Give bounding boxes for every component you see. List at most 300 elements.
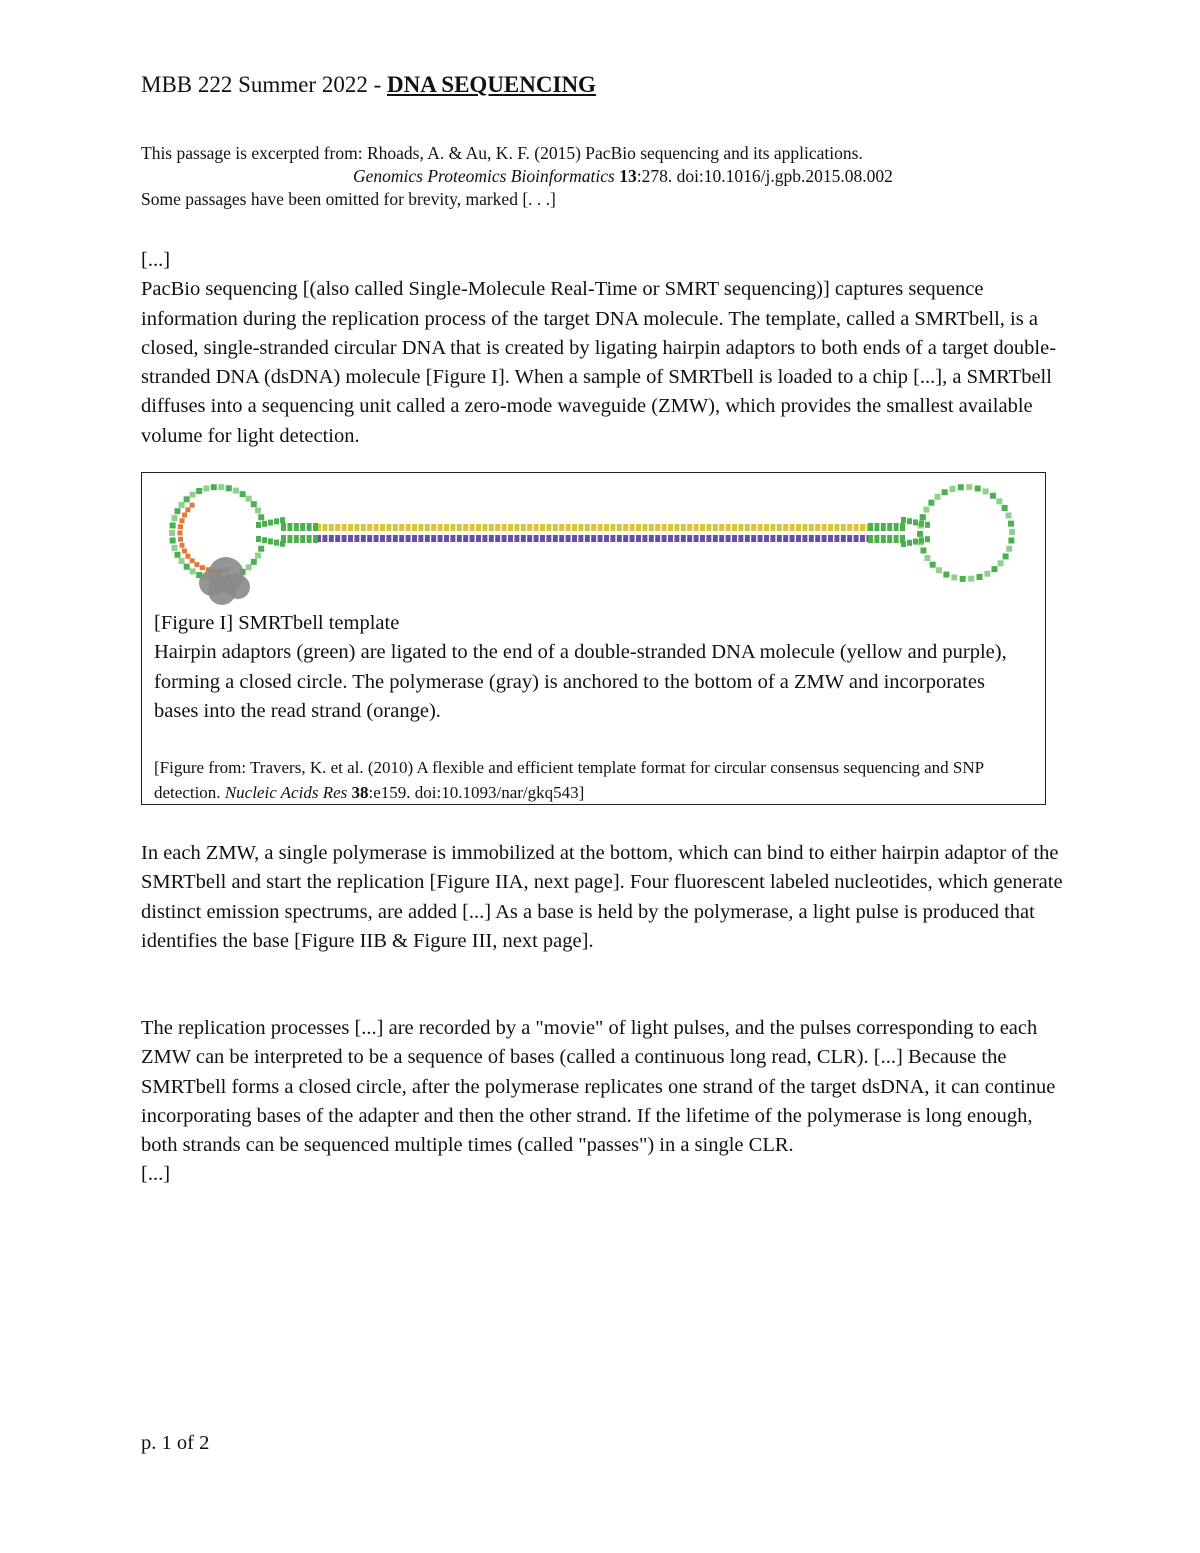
dsdna-bottom-base bbox=[847, 535, 852, 542]
dsdna-bottom-base bbox=[802, 535, 807, 542]
read-strand-base bbox=[185, 554, 190, 559]
dsdna-top-base bbox=[802, 524, 807, 531]
right-hairpin-base bbox=[920, 547, 926, 553]
dsdna-bottom-base bbox=[431, 535, 436, 542]
left-hairpin-base bbox=[190, 492, 196, 498]
dsdna-bottom-base bbox=[482, 535, 487, 542]
dsdna-top-base bbox=[412, 524, 417, 531]
dsdna-bottom-base bbox=[540, 535, 545, 542]
dsdna-bottom-base bbox=[674, 535, 679, 542]
right-hairpin-base bbox=[968, 576, 974, 582]
dsdna-top-base bbox=[598, 524, 603, 531]
right-hairpin-base bbox=[990, 493, 996, 499]
dsdna-top-base bbox=[655, 524, 660, 531]
right-hairpin-base bbox=[996, 498, 1002, 504]
paragraph-intro-text: PacBio sequencing [(also called Single-Molecule Real-Time or SMRT sequencing)] captures sequence information during the replication process of the target DNA molecule. The template, called a SMRTbell, is a closed, single-stranded circular DNA that is created by ligating hairpin adaptors to both ends of a target double-stranded DNA (dsDNA) molecule [Figure I]. When a sample of SMRTbell is loaded to a chip [...], a SMRTbell diffuses into a sequencing unit called a zero-mode waveguide (ZMW), which provides the smallest available volume for light detection. bbox=[141, 278, 1057, 447]
right-hairpin-base bbox=[960, 576, 966, 582]
read-strand-base bbox=[200, 565, 205, 570]
adaptor-connector-base bbox=[919, 537, 924, 543]
paragraph-replication bbox=[141, 1014, 1066, 1190]
dsdna-bottom-base bbox=[367, 535, 372, 542]
citation-journal-line bbox=[141, 165, 1081, 188]
right-hairpin-base bbox=[1003, 553, 1009, 559]
paragraph-zmw-text: In each ZMW, a single polymerase is immobilized at the bottom, which can bind to either hairpin adaptor of the SMRTbell and start the replication [Figure IIA, next page]. Four fluorescent labeled nucleotides, which generate distinct emission spectrums, are added [...] As a base is held by the polymerase, a light pulse is produced that identifies the base [Figure IIB & Figure III, next page]. bbox=[141, 842, 1063, 952]
dsdna-top-base bbox=[578, 524, 583, 531]
right-hairpin-base bbox=[920, 514, 926, 520]
dsdna-top-base bbox=[662, 524, 667, 531]
dsdna-bottom-base bbox=[719, 535, 724, 542]
dsdna-bottom-base bbox=[412, 535, 417, 542]
dsdna-top-base bbox=[738, 524, 743, 531]
adaptor-connector-base bbox=[280, 541, 285, 547]
dsdna-top-base bbox=[623, 524, 628, 531]
left-hairpin-base bbox=[179, 558, 185, 564]
right-hairpin-base bbox=[1002, 505, 1008, 511]
dsdna-bottom-base bbox=[508, 535, 513, 542]
dsdna-top-base bbox=[425, 524, 430, 531]
dsdna-top-base bbox=[713, 524, 718, 531]
dsdna-bottom-base bbox=[406, 535, 411, 542]
dsdna-bottom-base bbox=[354, 535, 359, 542]
adaptor-connector-base bbox=[913, 519, 918, 525]
adaptor-stem-base bbox=[307, 523, 312, 531]
left-hairpin-base bbox=[171, 545, 177, 551]
left-hairpin-base bbox=[218, 484, 224, 490]
right-hairpin-base bbox=[917, 531, 923, 537]
dsdna-top-base bbox=[572, 524, 577, 531]
left-hairpin-base bbox=[184, 564, 190, 570]
dsdna-bottom-base bbox=[604, 535, 609, 542]
dsdna-bottom-base bbox=[546, 535, 551, 542]
dsdna-top-base bbox=[393, 524, 398, 531]
right-hairpin-base bbox=[1006, 513, 1012, 519]
dsdna-bottom-base bbox=[815, 535, 820, 542]
dsdna-bottom-base bbox=[572, 535, 577, 542]
adaptor-stem-base bbox=[894, 535, 899, 543]
adaptor-stem-base bbox=[313, 535, 318, 543]
dsdna-top-base bbox=[604, 524, 609, 531]
read-strand-base bbox=[185, 507, 190, 512]
left-hairpin-base bbox=[211, 484, 217, 490]
adaptor-stem-base bbox=[874, 535, 879, 543]
adaptor-connector-base bbox=[256, 522, 261, 528]
dsdna-top-base bbox=[841, 524, 846, 531]
dsdna-bottom-base bbox=[450, 535, 455, 542]
dsdna-top-base bbox=[348, 524, 353, 531]
read-strand-base bbox=[182, 513, 187, 518]
dsdna-top-base bbox=[354, 524, 359, 531]
dsdna-top-base bbox=[636, 524, 641, 531]
right-hairpin-base bbox=[976, 574, 982, 580]
paragraph-replication-text: The replication processes [...] are recorded by a "movie" of light pulses, and the pulses corresponding to each ZMW can be interpreted to be a sequence of bases (called a continuous long read, CLR). [...] Because the SMRTbell forms a closed circle, after the polymerase replicates one strand of the target dsDNA, it can continue incorporating bases of the adapter and then the other strand. If the lifetime of the polymerase is long enough, both strands can be sequenced multiple times (called "passes") in a single CLR. bbox=[141, 1017, 1056, 1157]
dsdna-top-base bbox=[828, 524, 833, 531]
polymerase-icon bbox=[199, 557, 250, 605]
dsdna-bottom-base bbox=[348, 535, 353, 542]
dsdna-bottom-base bbox=[457, 535, 462, 542]
dsdna-bottom-base bbox=[828, 535, 833, 542]
dsdna-top-base bbox=[610, 524, 615, 531]
dsdna-bottom-base bbox=[732, 535, 737, 542]
adaptor-stem-base bbox=[887, 523, 892, 531]
dsdna-bottom-base bbox=[521, 535, 526, 542]
dsdna-top-base bbox=[642, 524, 647, 531]
adaptor-stem-base bbox=[881, 535, 886, 543]
dsdna-bottom-base bbox=[591, 535, 596, 542]
read-strand-base bbox=[190, 503, 195, 508]
dsdna-bottom-base bbox=[636, 535, 641, 542]
adaptor-stem-base bbox=[887, 535, 892, 543]
adaptor-connector-base bbox=[901, 517, 906, 523]
dsdna-bottom-base bbox=[726, 535, 731, 542]
figure-smrtbell bbox=[141, 472, 1046, 805]
dsdna-bottom-base bbox=[745, 535, 750, 542]
dsdna-bottom-base bbox=[694, 535, 699, 542]
dsdna-bottom-base bbox=[329, 535, 334, 542]
dsdna-bottom-base bbox=[610, 535, 615, 542]
dsdna-top-base bbox=[822, 524, 827, 531]
citation-note: Some passages have been omitted for brevity, marked [. . .] bbox=[141, 189, 556, 209]
dsdna-top-base bbox=[585, 524, 590, 531]
dsdna-top-base bbox=[495, 524, 500, 531]
dsdna-top-base bbox=[751, 524, 756, 531]
dsdna-top-base bbox=[502, 524, 507, 531]
left-hairpin-base bbox=[246, 564, 252, 570]
dsdna-top-base bbox=[546, 524, 551, 531]
dsdna-bottom-base bbox=[527, 535, 532, 542]
dsdna-bottom-base bbox=[463, 535, 468, 542]
adaptor-connector-base bbox=[256, 536, 261, 542]
adaptor-stem-base bbox=[307, 535, 312, 543]
dsdna-top-base bbox=[860, 524, 865, 531]
adaptor-stem-base bbox=[881, 523, 886, 531]
omission-marker-end: [...] bbox=[141, 1163, 171, 1186]
adaptor-connector-base bbox=[901, 541, 906, 547]
dsdna-top-base bbox=[809, 524, 814, 531]
right-hairpin-base bbox=[958, 484, 964, 490]
dsdna-top-base bbox=[777, 524, 782, 531]
adaptor-stem-base bbox=[874, 523, 879, 531]
dsdna-top-base bbox=[399, 524, 404, 531]
dsdna-top-base bbox=[674, 524, 679, 531]
dsdna-bottom-base bbox=[476, 535, 481, 542]
dsdna-top-base bbox=[815, 524, 820, 531]
read-strand-base bbox=[178, 531, 183, 536]
left-hairpin-base bbox=[190, 568, 196, 574]
dsdna-top-base bbox=[591, 524, 596, 531]
dsdna-top-base bbox=[847, 524, 852, 531]
dsdna-bottom-base bbox=[553, 535, 558, 542]
citation-doi: :278. doi:10.1016/j.gpb.2015.08.002 bbox=[636, 166, 893, 186]
dsdna-top-base bbox=[521, 524, 526, 531]
dsdna-top-base bbox=[431, 524, 436, 531]
dsdna-bottom-base bbox=[598, 535, 603, 542]
dsdna-bottom-base bbox=[751, 535, 756, 542]
dsdna-top-base bbox=[380, 524, 385, 531]
right-hairpin-base bbox=[924, 555, 930, 561]
dsdna-top-base bbox=[489, 524, 494, 531]
page-title: DNA SEQUENCING bbox=[386, 72, 596, 97]
dsdna-top-base bbox=[668, 524, 673, 531]
dsdna-bottom-base bbox=[770, 535, 775, 542]
dsdna-bottom-base bbox=[559, 535, 564, 542]
dsdna-bottom-base bbox=[578, 535, 583, 542]
dsdna-bottom-base bbox=[841, 535, 846, 542]
dsdna-top-base bbox=[534, 524, 539, 531]
dsdna-bottom-base bbox=[393, 535, 398, 542]
left-hairpin-base bbox=[255, 507, 261, 513]
read-strand-base bbox=[195, 562, 200, 567]
dsdna-top-base bbox=[700, 524, 705, 531]
dsdna-top-base bbox=[335, 524, 340, 531]
dsdna-top-base bbox=[719, 524, 724, 531]
dsdna-bottom-base bbox=[738, 535, 743, 542]
read-strand-base bbox=[178, 524, 183, 529]
right-hairpin-base bbox=[983, 488, 989, 494]
dsdna-top-base bbox=[758, 524, 763, 531]
left-hairpin-base bbox=[170, 522, 176, 528]
dsdna-top-base bbox=[694, 524, 699, 531]
dsdna-top-base bbox=[463, 524, 468, 531]
read-strand-base bbox=[180, 518, 185, 523]
dsdna-top-base bbox=[457, 524, 462, 531]
read-strand-base bbox=[190, 558, 195, 563]
dsdna-bottom-base bbox=[502, 535, 507, 542]
adaptor-connector-base bbox=[268, 520, 273, 526]
dsdna-top-base bbox=[566, 524, 571, 531]
left-hairpin-base bbox=[246, 496, 252, 502]
dsdna-top-base bbox=[508, 524, 513, 531]
figure-credit-text: [Figure from: Travers, K. et al. (2010) A flexible and efficient template format for circular consensus sequencing and SNP detection. bbox=[154, 758, 984, 802]
dsdna-bottom-base bbox=[854, 535, 859, 542]
adaptor-stem-base bbox=[300, 523, 305, 531]
dsdna-bottom-base bbox=[700, 535, 705, 542]
left-hairpin-base bbox=[226, 485, 232, 491]
adaptor-stem-base bbox=[868, 523, 873, 531]
dsdna-bottom-base bbox=[783, 535, 788, 542]
adaptor-connector-base bbox=[280, 517, 285, 523]
dsdna-top-base bbox=[322, 524, 327, 531]
adaptor-stem-base bbox=[281, 523, 286, 531]
dsdna-bottom-base bbox=[438, 535, 443, 542]
right-hairpin-base bbox=[930, 562, 936, 568]
dsdna-top-base bbox=[329, 524, 334, 531]
dsdna-top-base bbox=[374, 524, 379, 531]
dsdna-bottom-base bbox=[662, 535, 667, 542]
adaptor-connector-base bbox=[913, 539, 918, 545]
page-header bbox=[141, 72, 596, 98]
dsdna-bottom-base bbox=[758, 535, 763, 542]
right-hairpin-base bbox=[991, 566, 997, 572]
dsdna-bottom-base bbox=[764, 535, 769, 542]
adaptor-connector-base bbox=[274, 518, 279, 524]
dsdna-bottom-base bbox=[322, 535, 327, 542]
adaptor-connector-base bbox=[907, 540, 912, 546]
right-hairpin-base bbox=[936, 567, 942, 573]
dsdna-top-base bbox=[342, 524, 347, 531]
dsdna-top-base bbox=[745, 524, 750, 531]
figure-description: Hairpin adaptors (green) are ligated to the end of a double-stranded DNA molecule (yellow and purple), forming a closed circle. The polymerase (gray) is anchored to the bottom of a ZMW and incorporates bases into the read strand (orange). bbox=[154, 641, 1007, 722]
figure-credit-volume: 38 bbox=[351, 783, 369, 802]
dsdna-bottom-base bbox=[566, 535, 571, 542]
read-strand-base bbox=[178, 537, 183, 542]
left-hairpin-base bbox=[174, 552, 180, 558]
right-hairpin-base bbox=[1006, 546, 1012, 552]
dsdna-top-base bbox=[450, 524, 455, 531]
dsdna-bottom-base bbox=[809, 535, 814, 542]
dsdna-bottom-base bbox=[630, 535, 635, 542]
dsdna-bottom-base bbox=[834, 535, 839, 542]
adaptor-connector-base bbox=[262, 521, 267, 527]
left-hairpin-base bbox=[184, 496, 190, 502]
adaptor-stem-base bbox=[313, 523, 318, 531]
left-hairpin-base bbox=[251, 501, 257, 507]
adaptor-stem-base bbox=[294, 523, 299, 531]
dsdna-bottom-base bbox=[335, 535, 340, 542]
dsdna-top-base bbox=[706, 524, 711, 531]
figure-title: [Figure I] SMRTbell template bbox=[154, 612, 400, 634]
dsdna-bottom-base bbox=[777, 535, 782, 542]
right-hairpin-base bbox=[928, 500, 934, 506]
dsdna-bottom-base bbox=[495, 535, 500, 542]
dsdna-bottom-base bbox=[444, 535, 449, 542]
dsdna-top-base bbox=[687, 524, 692, 531]
dsdna-bottom-base bbox=[514, 535, 519, 542]
dsdna-top-base bbox=[527, 524, 532, 531]
right-hairpin-base bbox=[943, 572, 949, 578]
adaptor-connector-base bbox=[925, 522, 930, 528]
dsdna-top-base bbox=[681, 524, 686, 531]
right-hairpin-base bbox=[950, 486, 956, 492]
left-hairpin-base bbox=[240, 491, 246, 497]
dsdna-bottom-base bbox=[681, 535, 686, 542]
dsdna-top-base bbox=[367, 524, 372, 531]
adaptor-stem-base bbox=[868, 535, 873, 543]
dsdna-top-base bbox=[470, 524, 475, 531]
left-hairpin-base bbox=[203, 486, 209, 492]
dsdna-bottom-base bbox=[668, 535, 673, 542]
citation-source: This passage is excerpted from: Rhoads, A. & Au, K. F. (2015) PacBio sequencing and its applications. bbox=[141, 143, 863, 163]
dsdna-bottom-base bbox=[713, 535, 718, 542]
left-hairpin-base bbox=[233, 488, 239, 494]
dsdna-bottom-base bbox=[796, 535, 801, 542]
dsdna-top-base bbox=[559, 524, 564, 531]
right-hairpin-base bbox=[966, 484, 972, 490]
dsdna-bottom-base bbox=[425, 535, 430, 542]
dsdna-top-base bbox=[406, 524, 411, 531]
dsdna-top-base bbox=[444, 524, 449, 531]
adaptor-connector-base bbox=[919, 521, 924, 527]
adaptor-connector-base bbox=[274, 540, 279, 546]
right-hairpin-base bbox=[1008, 538, 1014, 544]
dsdna-top-base bbox=[482, 524, 487, 531]
right-hairpin-base bbox=[942, 489, 948, 495]
right-hairpin-base bbox=[975, 486, 981, 492]
read-strand-base bbox=[180, 543, 185, 548]
dsdna-top-base bbox=[630, 524, 635, 531]
dsdna-bottom-base bbox=[706, 535, 711, 542]
figure-credit bbox=[154, 755, 1034, 805]
dsdna-bottom-base bbox=[342, 535, 347, 542]
dsdna-bottom-base bbox=[399, 535, 404, 542]
dsdna-bottom-base bbox=[822, 535, 827, 542]
dsdna-bottom-base bbox=[470, 535, 475, 542]
left-hairpin-base bbox=[171, 515, 177, 521]
smrtbell-diagram bbox=[156, 479, 1026, 607]
adaptor-stem-base bbox=[300, 535, 305, 543]
dsdna-top-base bbox=[553, 524, 558, 531]
dsdna-top-base bbox=[361, 524, 366, 531]
right-hairpin-base bbox=[951, 574, 957, 580]
right-hairpin-base bbox=[984, 571, 990, 577]
citation-volume: 13 bbox=[619, 166, 637, 186]
dsdna-top-base bbox=[476, 524, 481, 531]
adaptor-connector-base bbox=[262, 537, 267, 543]
dsdna-top-base bbox=[770, 524, 775, 531]
left-hairpin-base bbox=[258, 514, 264, 520]
dsdna-top-base bbox=[540, 524, 545, 531]
adaptor-connector-base bbox=[925, 536, 930, 542]
left-hairpin-base bbox=[174, 508, 180, 514]
dsdna-top-base bbox=[438, 524, 443, 531]
right-hairpin-base bbox=[935, 494, 941, 500]
adaptor-stem-base bbox=[894, 523, 899, 531]
dsdna-bottom-base bbox=[418, 535, 423, 542]
dsdna-bottom-base bbox=[642, 535, 647, 542]
paragraph-intro bbox=[141, 246, 1066, 451]
dsdna-bottom-base bbox=[860, 535, 865, 542]
figure-credit-journal: Nucleic Acids Res bbox=[224, 783, 348, 802]
dsdna-bottom-base bbox=[380, 535, 385, 542]
figure-credit-doi: :e159. doi:10.1093/nar/gkq543] bbox=[368, 783, 585, 802]
read-strand-base bbox=[182, 548, 187, 553]
right-hairpin-base bbox=[1009, 529, 1015, 535]
dsdna-bottom-base bbox=[386, 535, 391, 542]
dsdna-top-base bbox=[732, 524, 737, 531]
course-label: MBB 222 Summer 2022 - bbox=[141, 72, 387, 97]
page-number: p. 1 of 2 bbox=[141, 1432, 210, 1454]
adaptor-connector-base bbox=[268, 538, 273, 544]
left-hairpin-base bbox=[196, 488, 202, 494]
paragraph-zmw bbox=[141, 839, 1066, 956]
dsdna-bottom-base bbox=[687, 535, 692, 542]
dsdna-top-base bbox=[783, 524, 788, 531]
dsdna-top-base bbox=[617, 524, 622, 531]
dsdna-top-base bbox=[514, 524, 519, 531]
dsdna-bottom-base bbox=[534, 535, 539, 542]
dsdna-bottom-base bbox=[623, 535, 628, 542]
omission-marker: [...] bbox=[141, 249, 171, 271]
dsdna-bottom-base bbox=[649, 535, 654, 542]
dsdna-top-base bbox=[854, 524, 859, 531]
dsdna-bottom-base bbox=[361, 535, 366, 542]
citation-block bbox=[141, 142, 1081, 211]
dsdna-bottom-base bbox=[790, 535, 795, 542]
dsdna-top-base bbox=[726, 524, 731, 531]
dsdna-top-base bbox=[418, 524, 423, 531]
adaptor-connector-base bbox=[907, 518, 912, 524]
left-hairpin-base bbox=[258, 546, 264, 552]
adaptor-stem-base bbox=[287, 523, 292, 531]
dsdna-top-base bbox=[790, 524, 795, 531]
citation-journal: Genomics Proteomics Bioinformatics bbox=[353, 166, 615, 186]
dsdna-top-base bbox=[796, 524, 801, 531]
right-hairpin-base bbox=[1008, 521, 1014, 527]
adaptor-stem-base bbox=[294, 535, 299, 543]
dsdna-bottom-base bbox=[374, 535, 379, 542]
left-hairpin-base bbox=[251, 559, 257, 565]
left-hairpin-base bbox=[170, 538, 176, 544]
dsdna-top-base bbox=[386, 524, 391, 531]
